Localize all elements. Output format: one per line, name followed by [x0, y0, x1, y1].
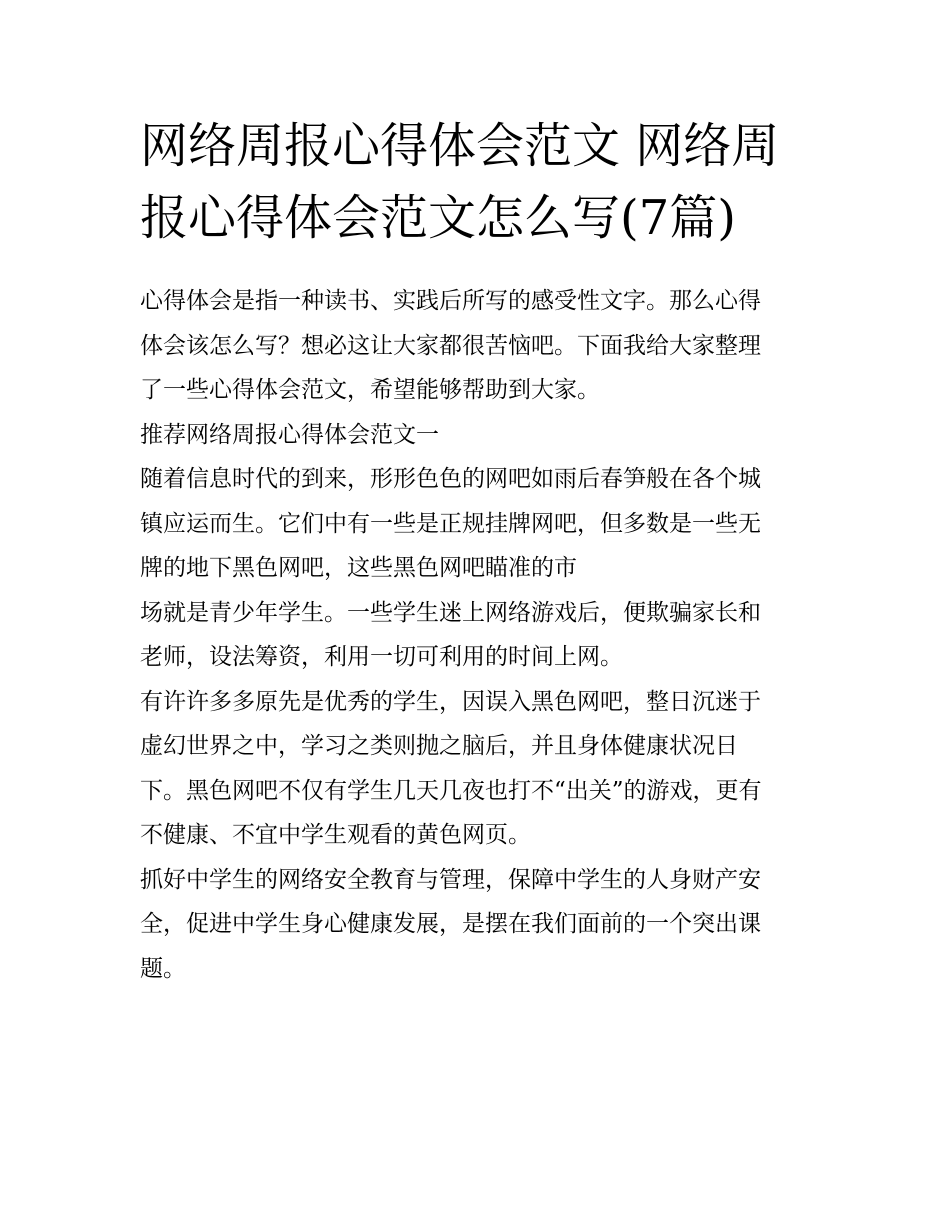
text-line: 随着信息时代的到来，形形色色的网吧如雨后春笋般在各个城	[140, 466, 761, 492]
body-paragraph	[140, 457, 820, 591]
body-paragraph	[140, 591, 820, 680]
body-paragraph	[140, 858, 820, 992]
text-line: 虚幻世界之中，学习之类则抛之脑后，并且身体健康状况日	[140, 733, 738, 759]
text-line: 体会该怎么写？想必这让大家都很苦恼吧。下面我给大家整理	[140, 332, 761, 359]
document-body	[140, 279, 820, 991]
text-line: 推荐网络周报心得体会范文一	[140, 421, 439, 448]
title-line: 网络周报心得体会范文 网络周	[140, 118, 780, 174]
text-line: 心得体会是指一种读书、实践后所写的感受性文字。那么心得	[140, 288, 761, 314]
text-line: 不健康、不宜中学生观看的黄色网页。	[140, 822, 531, 848]
text-line: 牌的地下黑色网吧，这些黑色网吧瞄准的市	[140, 555, 577, 581]
text-line: 了一些心得体会范文，希望能够帮助到大家。	[140, 377, 600, 403]
document-title	[140, 110, 820, 254]
text-line: 场就是青少年学生。一些学生迷上网络游戏后，便欺骗家长和	[140, 599, 761, 626]
intro-paragraph	[140, 279, 820, 413]
body-paragraph	[140, 680, 820, 858]
title-line: 报心得体会范文怎么写(7篇)	[140, 190, 736, 246]
text-line: 老师，设法筹资，利用一切可利用的时间上网。	[140, 644, 623, 670]
text-line: 抓好中学生的网络安全教育与管理，保障中学生的人身财产安	[140, 866, 761, 893]
section-heading	[140, 413, 820, 458]
text-line: 镇应运而生。它们中有一些是正规挂牌网吧，但多数是一些无	[140, 510, 761, 537]
text-line: 下。黑色网吧不仅有学生几天几夜也打不“出关”的游戏，更有	[140, 777, 762, 804]
text-line: 题。	[140, 955, 186, 982]
text-line: 有许许多多原先是优秀的学生，因误入黑色网吧，整日沉迷于	[140, 688, 761, 715]
text-line: 全，促进中学生身心健康发展，是摆在我们面前的一个突出课	[140, 911, 761, 937]
